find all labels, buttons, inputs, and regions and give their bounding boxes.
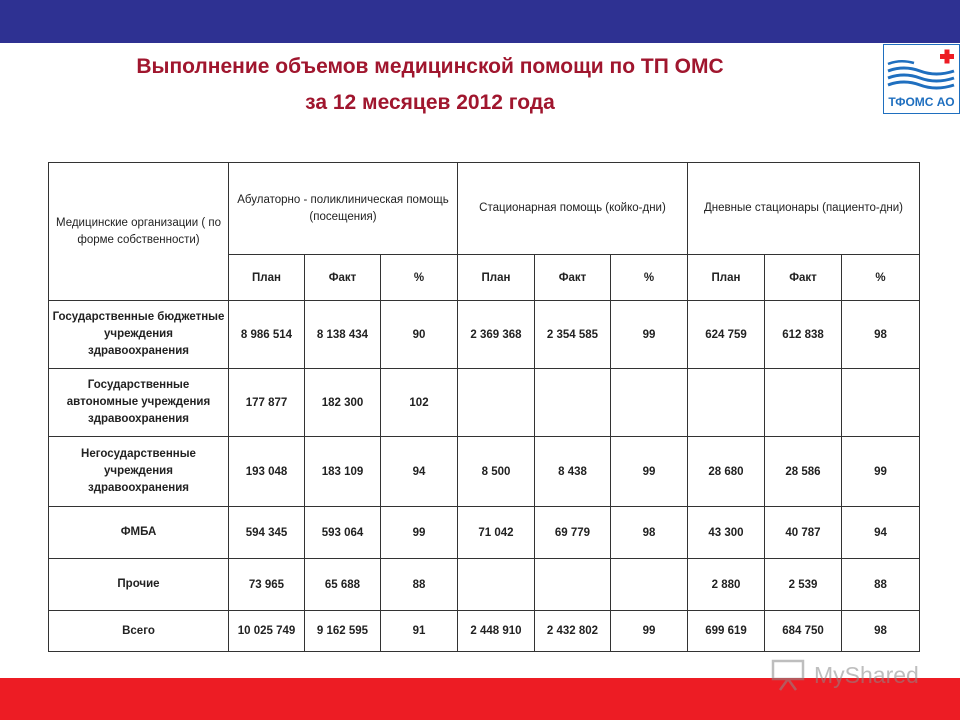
subheader-fact: Факт	[765, 255, 842, 301]
watermark	[770, 658, 940, 692]
table-cell: 8 438	[535, 437, 611, 507]
table-cell: 28 586	[765, 437, 842, 507]
watermark-text: MyShared	[814, 662, 919, 688]
table-cell: 90	[381, 301, 458, 369]
table-cell: 69 779	[535, 507, 611, 559]
table-cell: 91	[381, 611, 458, 652]
table-cell	[458, 559, 535, 611]
table-cell	[535, 559, 611, 611]
table-cell: 99	[842, 437, 920, 507]
table-row-total	[49, 611, 920, 652]
table-cell	[458, 369, 535, 437]
page-subtitle: за 12 месяцев 2012 года	[305, 91, 555, 114]
logo-text: ТФОМС АО	[888, 95, 955, 109]
table-cell: 8 986 514	[229, 301, 305, 369]
table-cell: 2 432 802	[535, 611, 611, 652]
table-cell: 177 877	[229, 369, 305, 437]
subheader-plan: План	[229, 255, 305, 301]
table-cell: 88	[381, 559, 458, 611]
table-cell: 594 345	[229, 507, 305, 559]
row-label: ФМБА	[49, 507, 229, 559]
table-cell: 2 539	[765, 559, 842, 611]
table-row	[49, 369, 920, 437]
group-header-outpatient: Абулаторно - поликлиническая помощь (посещения)	[229, 163, 458, 255]
table-cell: 94	[842, 507, 920, 559]
table-cell: 28 680	[688, 437, 765, 507]
table-cell: 10 025 749	[229, 611, 305, 652]
subheader-percent: %	[842, 255, 920, 301]
table-row	[49, 559, 920, 611]
table-cell: 98	[611, 507, 688, 559]
table-cell: 99	[611, 301, 688, 369]
table-row	[49, 301, 920, 369]
table-cell: 193 048	[229, 437, 305, 507]
group-header-day-hospital: Дневные стационары (пациенто-дни)	[688, 163, 920, 255]
table-row	[49, 437, 920, 507]
table-cell: 99	[381, 507, 458, 559]
table-cell	[842, 369, 920, 437]
row-label: Прочие	[49, 559, 229, 611]
row-label: Негосударственные учреждения здравоохранения	[49, 437, 229, 507]
table-cell: 99	[611, 437, 688, 507]
table-cell: 65 688	[305, 559, 381, 611]
table-cell	[535, 369, 611, 437]
table-cell: 43 300	[688, 507, 765, 559]
table-cell	[611, 369, 688, 437]
table-cell: 102	[381, 369, 458, 437]
table-cell: 73 965	[229, 559, 305, 611]
page-title: Выполнение объемов медицинской помощи по ТП ОМС	[136, 55, 724, 78]
subheader-plan: План	[458, 255, 535, 301]
table-cell	[765, 369, 842, 437]
table-cell: 699 619	[688, 611, 765, 652]
table-cell: 684 750	[765, 611, 842, 652]
table-cell: 624 759	[688, 301, 765, 369]
group-header-inpatient: Стационарная помощь (койко-дни)	[458, 163, 688, 255]
table-cell: 9 162 595	[305, 611, 381, 652]
table-cell: 98	[842, 301, 920, 369]
tfoms-logo	[883, 44, 960, 114]
row-label: Государственные автономные учреждения здравоохранения	[49, 369, 229, 437]
subheader-percent: %	[611, 255, 688, 301]
table-cell: 99	[611, 611, 688, 652]
table-cell: 2 448 910	[458, 611, 535, 652]
table-row	[49, 507, 920, 559]
top-band	[0, 0, 960, 43]
medical-volume-table	[48, 162, 920, 652]
table-cell: 8 500	[458, 437, 535, 507]
table-cell	[611, 559, 688, 611]
table-cell: 98	[842, 611, 920, 652]
table-cell: 182 300	[305, 369, 381, 437]
table-cell: 40 787	[765, 507, 842, 559]
org-column-header: Медицинские организации ( по форме собственности)	[49, 163, 229, 301]
table-cell: 88	[842, 559, 920, 611]
table-cell: 2 880	[688, 559, 765, 611]
subheader-fact: Факт	[535, 255, 611, 301]
table-cell: 71 042	[458, 507, 535, 559]
table-cell: 612 838	[765, 301, 842, 369]
subheader-fact: Факт	[305, 255, 381, 301]
table-cell: 94	[381, 437, 458, 507]
table-cell: 593 064	[305, 507, 381, 559]
row-label: Государственные бюджетные учреждения здравоохранения	[49, 301, 229, 369]
subheader-percent: %	[381, 255, 458, 301]
table-cell: 183 109	[305, 437, 381, 507]
table-cell: 2 354 585	[535, 301, 611, 369]
table-cell	[688, 369, 765, 437]
row-label: Всего	[49, 611, 229, 652]
presentation-board-icon	[770, 658, 810, 692]
table-cell: 8 138 434	[305, 301, 381, 369]
table-cell: 2 369 368	[458, 301, 535, 369]
subheader-plan: План	[688, 255, 765, 301]
